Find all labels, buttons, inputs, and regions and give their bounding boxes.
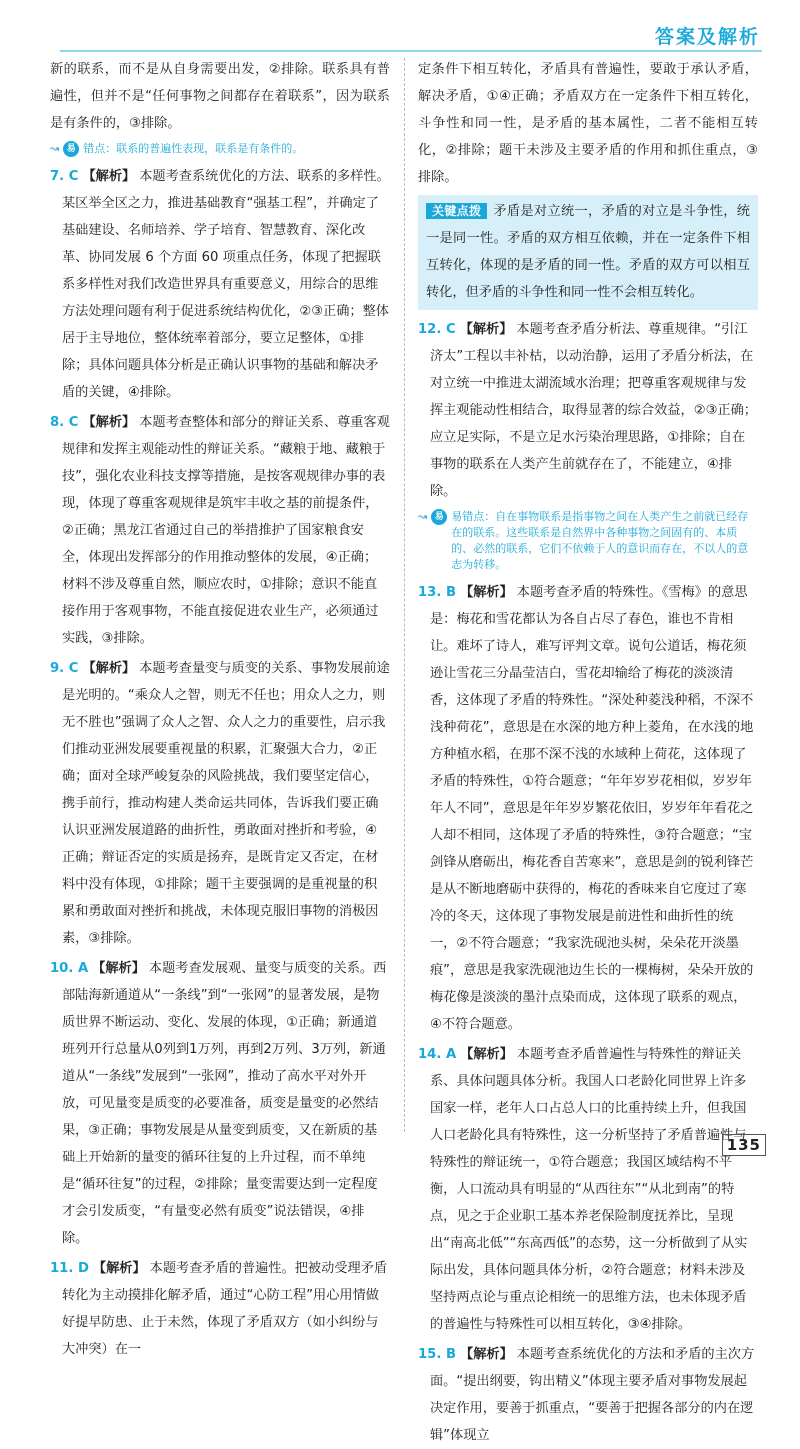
error-badge-icon: 易 [63, 141, 79, 157]
intro-paragraph: 新的联系，而不是从自身需要出发，②排除。联系具有普遍性，但并不是“任何事物之间都存在着联系”，因为联系是有条件的，③排除。 [50, 62, 390, 131]
question-number: 11. D [50, 1261, 89, 1276]
error-note [50, 141, 390, 157]
error-note [418, 509, 758, 573]
key-tip-box [418, 195, 758, 310]
error-badge-icon: 易 [431, 509, 447, 525]
analysis-tag: 【解析】 [82, 169, 136, 184]
answer-item-8 [50, 409, 390, 652]
page-header-title: 答案及解析 [654, 26, 760, 48]
analysis-text: 本题考查发展观、量变与质变的关系。西部陆海新通道从“一条线”到“一张网”的显著发展，是物质世界不断运动、变化、发展的体现，①正确；新通道班列开行总量从0列到1万列，再到2万列、3万列，新通道从“一条线”发展到“一张网”，推动了高水平对外开放，可见量变是质变的必要准备，质变是量变的必然结果，③正确；事物发展是从量变到质变，又在新质的基础上开始新的量变的循环往复的上升过程，而不单纯是“循环往复”的过程，②排除；量变需要达到一定程度才会引发质变，“有量变必然有质变”说法错误，④排除。 [62, 961, 387, 1246]
answer-item-7 [50, 163, 390, 406]
analysis-tag: 【解析】 [460, 1347, 513, 1362]
right-column [418, 56, 758, 1449]
analysis-text: 本题考查量变与质变的关系、事物发展前途是光明的。“乘众人之智，则无不任也；用众人之力，则无不胜也”强调了众人之智、众人之力的重要性，启示我们推动亚洲发展要重视量的积累，汇聚强大合力，②正确；面对全球严峻复杂的风险挑战，我们要坚定信心，携手前行，推动构建人类命运共同体，告诉我们要正确认识亚洲发展道路的曲折性，勇敢面对挫折和考验，④正确；辩证否定的实质是扬弃，是既肯定又否定，在材料中没有体现，①排除；题干主要强调的是重视量的积累和勇敢面对挫折和挑战，未体现克服旧事物的消极因素，③排除。 [62, 661, 390, 946]
left-column [50, 56, 390, 1363]
page-number: 135 [722, 1134, 766, 1156]
question-number: 15. B [418, 1347, 457, 1362]
question-number: 8. C [50, 415, 79, 430]
error-note-text: 错点：联系的普遍性表现，联系是有条件的。 [83, 142, 304, 155]
question-number: 14. A [418, 1047, 457, 1062]
analysis-tag: 【解析】 [460, 1047, 513, 1062]
analysis-tag: 【解析】 [92, 961, 145, 976]
question-number: 7. C [50, 169, 79, 184]
answer-item-11 [50, 1255, 390, 1363]
analysis-tag: 【解析】 [92, 1261, 146, 1276]
question-number: 9. C [50, 661, 79, 676]
header-divider [60, 50, 762, 52]
question-number: 13. B [418, 585, 457, 600]
question-number: 10. A [50, 961, 89, 976]
key-tip-text: 矛盾是对立统一，矛盾的对立是斗争性，统一是同一性。矛盾的双方相互依赖，并在一定条件下相互转化，体现的是矛盾的同一性。矛盾的双方可以相互转化，但矛盾的斗争性和同一性不会相互转化。 [426, 204, 750, 300]
analysis-text: 本题考查矛盾的特殊性。《雪梅》的意思是：梅花和雪花都认为各自占尽了春色，谁也不肯相让。难坏了诗人，难写评判文章。说句公道话，梅花须逊让雪花三分晶莹洁白，雪花却输给了梅花的淡淡清香，这体现了矛盾的特殊性。“深处种菱浅种稻，不深不浅种荷花”，意思是在水深的地方种上菱角，在水浅的地方种植水稻，在那不深不浅的水域种上荷花，这体现了矛盾的特殊性，①符合题意；“年年岁岁花相似，岁岁年年人不同”，意思是年年岁岁繁花依旧，岁岁年年看花之人却不相同，这体现了矛盾的特殊性，③符合题意；“宝剑锋从磨砺出，梅花香自苦寒来”，意思是剑的锐利锋芒是从不断地磨砺中获得的，梅花的香味来自它度过了寒冷的冬天，这体现了事物发展是前进性和曲折性的统一，②不符合题意；“我家洗砚池头树，朵朵花开淡墨痕”，意思是我家洗砚池边生长的一棵梅树，朵朵开放的梅花像是淡淡的墨汁点染而成，这体现了联系的观点，④不符合题意。 [430, 585, 754, 1032]
analysis-text: 本题考查整体和部分的辩证关系、尊重客观规律和发挥主观能动性的辩证关系。“藏粮于地、藏粮于技”，强化农业科技支撑等措施，是按客观规律办事的表现，体现了尊重客观规律是筑牢丰收之基的前提条件，②正确；黑龙江省通过自己的举措推护了国家粮食安全，体现出发挥部分的作用推动整体的发展，④正确；材料不涉及尊重自然，顺应农时，①排除；意识不能直接作用于客观事物，不能直接促进农业生产，必须通过实践，③排除。 [62, 415, 390, 646]
answer-item-9 [50, 655, 390, 952]
analysis-tag: 【解析】 [460, 585, 513, 600]
analysis-tag: 【解析】 [82, 415, 136, 430]
analysis-tag: 【解析】 [459, 322, 513, 337]
key-tip-label: 关键点拨 [426, 203, 487, 219]
error-note-text: 易错点：自在事物联系是指事物之间在人类产生之前就已经存在的联系。这些联系是自然界中各种事物之间固有的、本质的、必然的联系，它们不依赖于人的意识而存在，不以人的意志为转移。 [451, 510, 749, 571]
analysis-text: 本题考查矛盾普遍性与特殊性的辩证关系、具体问题具体分析。我国人口老龄化同世界上许多国家一样，老年人口占总人口的比重持续上升，但我国人口老龄化具有特殊性，这一分析坚持了矛盾普遍性与特殊性的辩证统一，①符合题意；我国区域结构不平衡，人口流动具有明显的“从西往东”“从北到南”的特点，见之于企业职工基本养老保险制度抚养比，呈现出“南高北低”“东高西低”的态势，这一分析做到了从实际出发，具体问题具体分析，②符合题意；材料未涉及坚持两点论与重点论相统一的思维方法，也未体现矛盾的普遍性与特殊性可以相互转化，③④排除。 [430, 1047, 748, 1332]
answer-item-10 [50, 955, 390, 1252]
answer-item-12 [418, 316, 758, 505]
continued-paragraph: 定条件下相互转化，矛盾具有普遍性，要敢于承认矛盾，解决矛盾，①④正确；矛盾双方在一定条件下相互转化，斗争性和同一性，是矛盾的基本属性，二者不能相互转化，②排除；题干未涉及主要矛盾的作用和抓住重点，③排除。 [418, 62, 758, 185]
column-divider [404, 58, 405, 1132]
question-number: 12. C [418, 322, 456, 337]
answer-item-15 [418, 1341, 758, 1449]
answer-item-13 [418, 579, 758, 1038]
arrow-icon: ↝ [418, 510, 428, 523]
analysis-text: 本题考查系统优化的方法和矛盾的主次方面。“提出纲要，钩出精义”体现主要矛盾对事物发展起决定作用，要善于抓重点，“要善于把握各部分的内在逻辑”体现立 [430, 1347, 755, 1443]
analysis-text: 本题考查矛盾的普遍性。把被动受理矛盾转化为主动摸排化解矛盾，通过“心防工程”用心用情做好提早防患、止于未然，体现了矛盾双方（如小纠纷与大冲突）在一 [62, 1261, 388, 1357]
arrow-icon: ↝ [50, 142, 60, 155]
answer-item-14 [418, 1041, 758, 1338]
analysis-text: 本题考查系统优化的方法、联系的多样性。某区举全区之力，推进基础教育“强基工程”，并确定了基础建设、名师培养、学子培育、智慧教育、深化改革、协同发展 6 个方面 60 项重点任务，体现了把握联系多样性对我们改造世界具有重要意义，用综合的思维方法处理问题有利于促进系统结构优化，②③正确；整体居于主导地位，整体统率着部分，要立足整体，①排除；具体问题具体分析是正确认识事物的基础和解决矛盾的关键，④排除。 [62, 169, 390, 400]
analysis-text: 本题考查矛盾分析法、尊重规律。“引江济太”工程以丰补枯，以动治静，运用了矛盾分析法，在对立统一中推进太湖流域水治理；把尊重客观规律与发挥主观能动性相结合，取得显著的综合效益，②③正确；应立足实际，不是立足水污染治理思路，①排除；自在事物的联系在人类产生前就存在了，不能建立，④排除。 [430, 322, 757, 499]
analysis-tag: 【解析】 [82, 661, 136, 676]
